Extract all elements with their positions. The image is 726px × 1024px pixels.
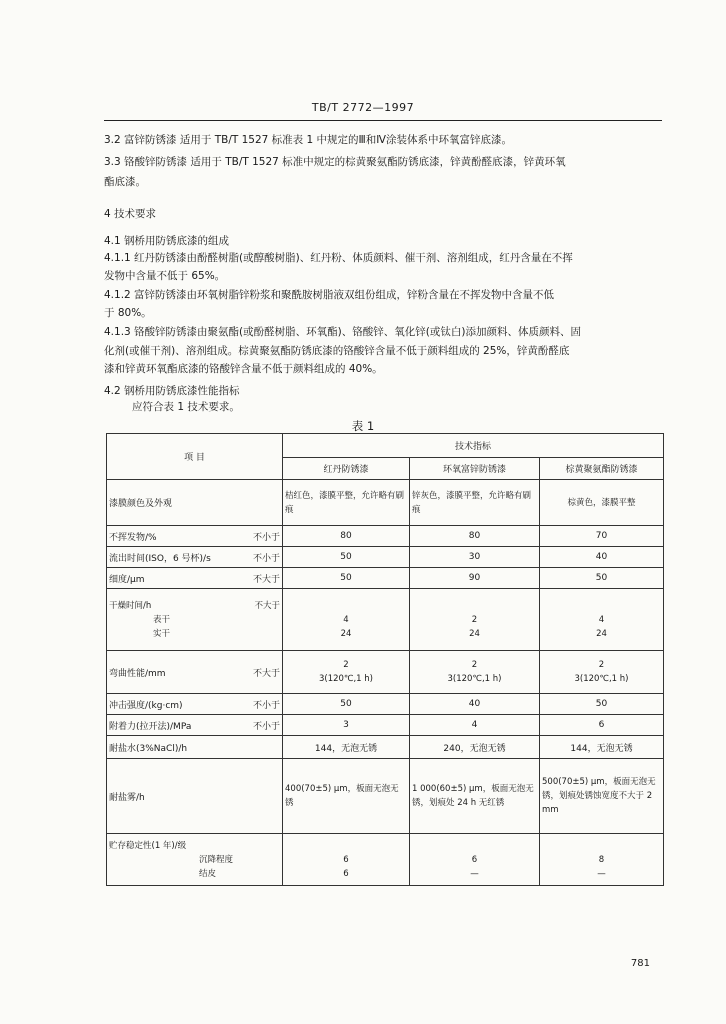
row-label: 冲击强度/(kg·cm) (109, 700, 183, 711)
table-row (107, 589, 664, 651)
cell-value: 2 (471, 660, 478, 670)
cell-value: 3 (283, 715, 410, 736)
table-row (107, 568, 664, 589)
row-label: 贮存稳定性(1 年)/级 (109, 840, 187, 851)
col-header-zinc-rich: 环氧富锌防锈漆 (410, 458, 540, 480)
cell-value: 40 (540, 547, 664, 568)
row-condition: 不小于 (252, 553, 280, 564)
cell-value: — (470, 868, 479, 879)
cell-value: 8 (598, 854, 605, 865)
para-4-1-1-line1: 4.1.1 红丹防锈漆由酚醛树脂(或醇酸树脂)、红丹粉、体质颜料、催干剂、溶剂组成，红丹含量在不挥 (104, 252, 573, 264)
cell-value: 50 (540, 568, 664, 589)
cell-value: 24 (596, 628, 607, 639)
para-4-2: 应符合表 1 技术要求。 (132, 401, 240, 413)
row-condition: 不大于 (252, 668, 280, 679)
row-condition: 不小于 (252, 532, 280, 543)
page-number: 781 (630, 958, 650, 969)
table-row (107, 759, 664, 834)
table-row (107, 651, 664, 694)
table-row (107, 834, 664, 886)
row-label: 流出时间(ISO，6 号杯)/s (109, 553, 211, 564)
table-row (107, 736, 664, 759)
cell-value: 1 000(60±5) μm，板面无泡无锈，划痕处 24 h 无红锈 (410, 759, 540, 834)
cell-value: 500(70±5) μm，板面无泡无锈，划痕处锈蚀宽度不大于 2 mm (540, 759, 664, 834)
row-sublabel: 沉降程度 (199, 854, 234, 865)
table-row (107, 480, 664, 526)
row-label: 漆膜颜色及外观 (107, 480, 283, 526)
cell-value: 80 (410, 526, 540, 547)
cell-value: 40 (410, 694, 540, 715)
cell-value: 桔红色，漆膜平整，允许略有刷痕 (283, 480, 410, 526)
table-row (107, 547, 664, 568)
cell-value: 90 (410, 568, 540, 589)
cell-value: 6 (343, 854, 349, 865)
cell-value: 6 (343, 868, 349, 879)
table-caption: 表 1 (351, 419, 375, 433)
section-4-2-heading: 4.2 钢桥用防锈底漆性能指标 (104, 385, 240, 397)
para-4-1-3-line1: 4.1.3 铬酸锌防锈漆由聚氨酯(或酚醛树脂、环氧酯)、铬酸锌、氧化锌(或钛白)添加颜料、体质颜料、固 (104, 326, 581, 338)
para-4-1-2-line2: 于 80%。 (104, 307, 152, 319)
cell-value: — (597, 868, 606, 879)
para-4-1-2-line1: 4.1.2 富锌防锈漆由环氧树脂锌粉浆和聚酰胺树脂液双组份组成，锌粉含量在不挥发物中含量不低 (104, 289, 555, 301)
para-4-1-3-line2: 化剂(或催干剂)、溶剂组成。棕黄聚氨酯防锈底漆的铬酸锌含量不低于颜料组成的 25%，锌黄酚醛底 (104, 345, 570, 357)
cell-value: 144，无泡无锈 (283, 736, 410, 759)
cell-value: 50 (540, 694, 664, 715)
table-row (107, 715, 664, 736)
para-3-3-line1: 3.3 铬酸锌防锈漆 适用于 TB/T 1527 标准中规定的棕黄聚氨酯防锈底漆，锌黄酚醛底漆，锌黄环氧 (104, 156, 566, 168)
cell-value: 2 (343, 660, 349, 670)
cell-value: 400(70±5) μm，板面无泡无锈 (283, 759, 410, 834)
row-label: 细度/μm (109, 574, 145, 585)
cell-value: 锌灰色，漆膜平整，允许略有刷痕 (410, 480, 540, 526)
cell-value: 3(120℃,1 h) (318, 674, 373, 684)
para-4-1-3-line3: 漆和锌黄环氧酯底漆的铬酸锌含量不低于颜料组成的 40%。 (104, 363, 383, 375)
cell-value: 3(120℃,1 h) (447, 674, 502, 684)
cell-value: 30 (410, 547, 540, 568)
cell-value: 3(120℃,1 h) (574, 674, 629, 684)
cell-value: 棕黄色，漆膜平整 (540, 480, 664, 526)
row-condition: 不小于 (252, 721, 280, 732)
cell-value: 50 (283, 568, 410, 589)
cell-value: 50 (283, 694, 410, 715)
para-4-1-1-line2: 发物中含量不低于 65%。 (104, 270, 226, 282)
section-4-heading: 4 技术要求 (104, 208, 157, 220)
col-header-polyurethane: 棕黄聚氨酯防锈漆 (540, 458, 664, 480)
cell-value: 80 (283, 526, 410, 547)
table-row (107, 526, 664, 547)
row-condition: 不小于 (252, 700, 280, 711)
header-rule (104, 120, 662, 121)
row-sublabel: 实干 (153, 628, 171, 639)
cell-value: 70 (540, 526, 664, 547)
row-label: 耐盐水(3%NaCl)/h (107, 736, 283, 759)
col-header-red-lead: 红丹防锈漆 (283, 458, 410, 480)
row-condition: 不大于 (252, 574, 280, 585)
cell-value: 6 (540, 715, 664, 736)
cell-value: 144，无泡无锈 (540, 736, 664, 759)
para-3-3-line2: 酯底漆。 (104, 176, 146, 188)
row-label: 干燥时间/h (109, 600, 152, 611)
row-label: 耐盐雾/h (107, 759, 283, 834)
cell-value: 6 (471, 854, 478, 865)
row-label: 附着力(拉开法)/MPa (109, 721, 192, 732)
row-sublabel: 结皮 (199, 868, 217, 879)
document-header: TB/T 2772—1997 (311, 101, 415, 114)
table-row (107, 694, 664, 715)
cell-value: 4 (598, 614, 605, 625)
cell-value: 2 (598, 660, 605, 670)
spec-table (106, 433, 664, 886)
col-header-group: 技术指标 (283, 434, 664, 458)
row-label: 不挥发物/% (109, 532, 157, 543)
cell-value: 24 (469, 628, 480, 639)
row-condition: 不大于 (254, 600, 280, 611)
row-sublabel: 表干 (153, 614, 171, 625)
cell-value: 240，无泡无锈 (410, 736, 540, 759)
cell-value: 4 (410, 715, 540, 736)
cell-value: 24 (340, 628, 352, 639)
col-header-item: 项 目 (107, 434, 283, 480)
cell-value: 4 (343, 614, 349, 625)
section-4-1-heading: 4.1 钢桥用防锈底漆的组成 (104, 235, 230, 247)
cell-value: 2 (471, 614, 478, 625)
para-3-2: 3.2 富锌防锈漆 适用于 TB/T 1527 标准表 1 中规定的Ⅲ和Ⅳ涂装体系中环氧富锌底漆。 (104, 134, 512, 146)
cell-value: 50 (283, 547, 410, 568)
row-label: 弯曲性能/mm (109, 668, 166, 679)
